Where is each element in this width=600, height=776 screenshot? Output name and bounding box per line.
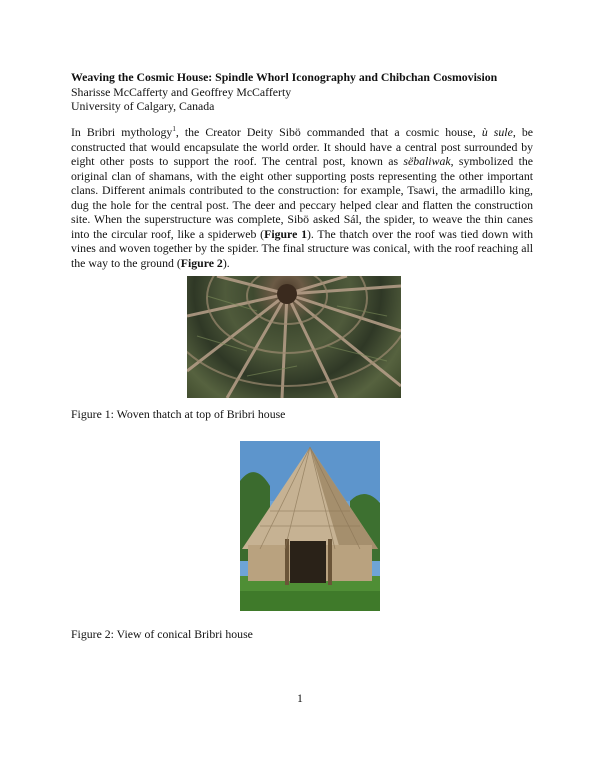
- body-text-segment: In Bribri mythology: [71, 125, 173, 139]
- body-text-segment: ).: [222, 255, 230, 270]
- body-text-segment: , be constructed that would encapsulate the world order. It should have a central post surrounded by eight other posts to support the roof. The central post, known as: [71, 125, 533, 168]
- figure-1-thatch-photo: [187, 276, 401, 398]
- paper-title: Weaving the Cosmic House: Spindle Whorl Iconography and Chibchan Cosmovision: [71, 70, 498, 84]
- figure-2-house-photo: [240, 441, 380, 611]
- footnote-marker: 1: [172, 125, 176, 134]
- paper-authors: Sharisse McCafferty and Geoffrey McCafferty: [71, 84, 292, 99]
- body-paragraph: [71, 125, 533, 270]
- term-u-sule: ù sule: [481, 125, 513, 139]
- figure-2-caption: Figure 2: View of conical Bribri house: [71, 627, 253, 641]
- figure-1-reference: Figure 1: [264, 226, 307, 241]
- paper-header: [71, 70, 541, 114]
- body-text-segment: , symbolized the original clan of shamans, with the eight other supporting posts representing the other important clans. Different animals contributed to the construction: for example, Tsawi, the armadillo king, dug the hole for the central post. The deer and peccary helped clear and flatten the construction site. When the superstructure was complete, Sibö asked Sál, the spider, to weave the thin canes into the circular roof, like a spiderweb (: [71, 154, 534, 241]
- paper-affiliation: University of Calgary, Canada: [71, 99, 215, 113]
- body-text-segment: ). The thatch over the roof was tied down with vines and woven together by the spider. The final structure was conical, with the roof reaching all the way to the ground (: [71, 226, 533, 270]
- term-sebaliwak: sëbaliwak: [403, 154, 451, 168]
- page-number: 1: [297, 691, 303, 705]
- figure-1-caption: Figure 1: Woven thatch at top of Bribri house: [71, 407, 286, 421]
- body-text-segment: , the Creator Deity Sibö commanded that a cosmic house,: [175, 125, 482, 139]
- figure-2-reference: Figure 2: [180, 255, 223, 270]
